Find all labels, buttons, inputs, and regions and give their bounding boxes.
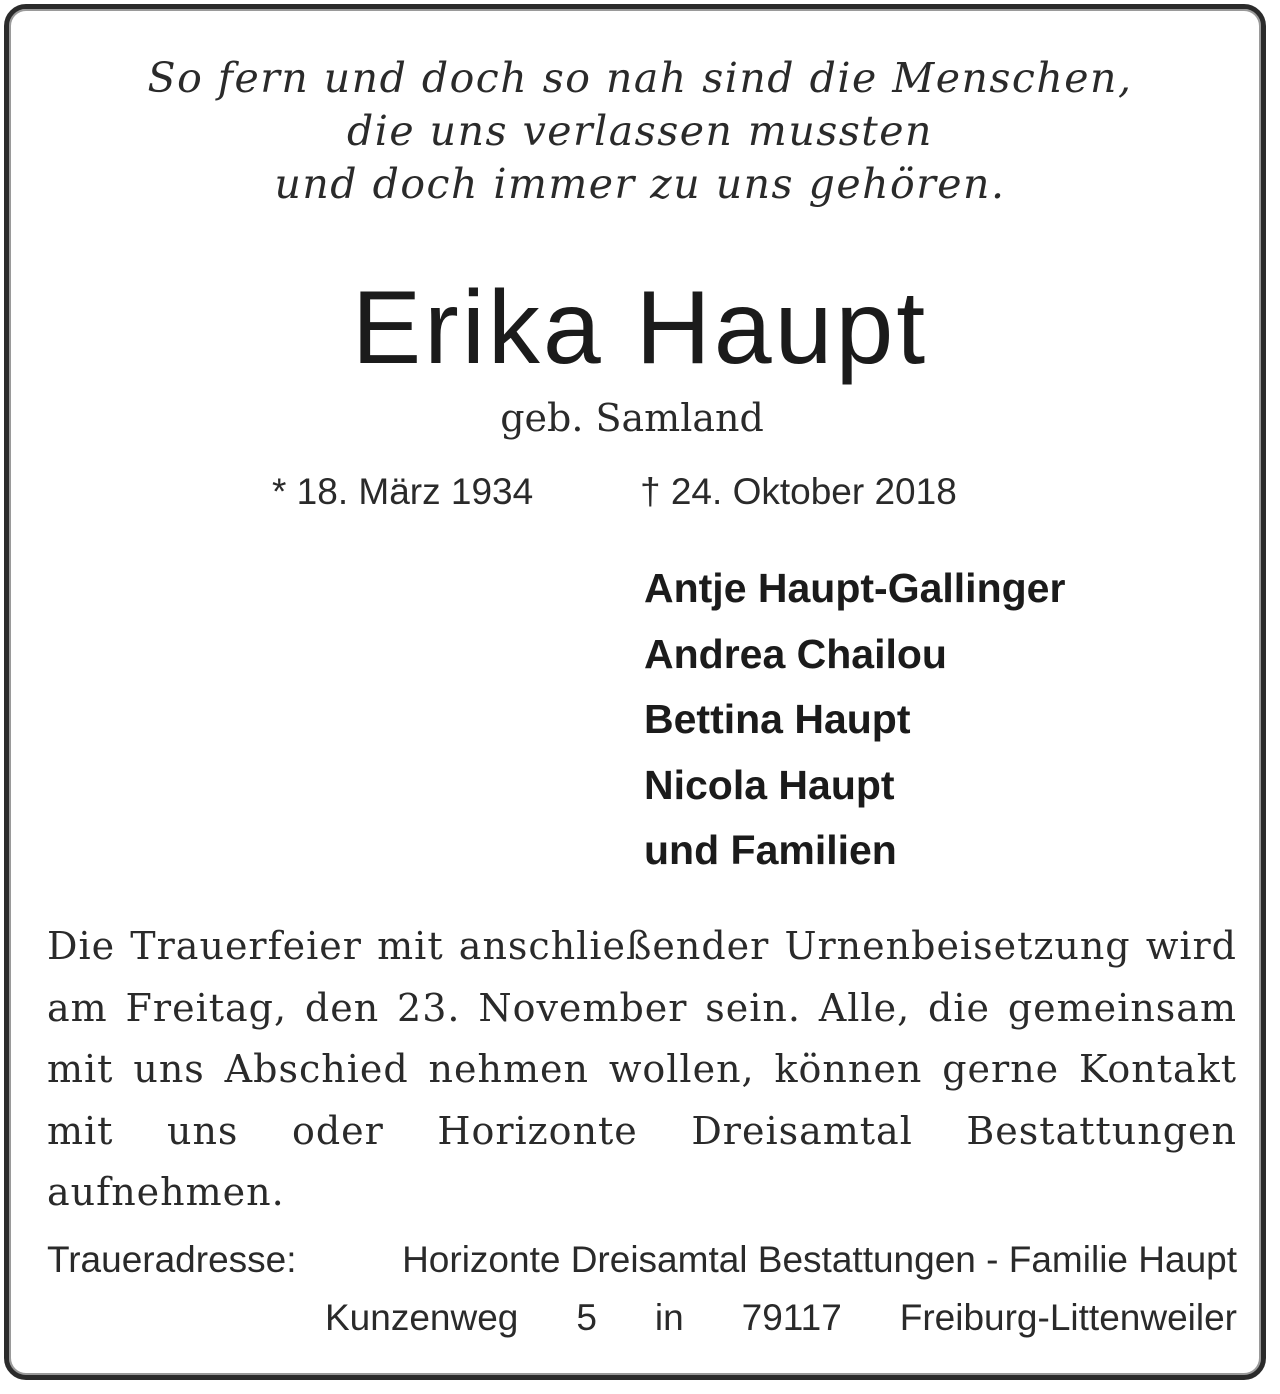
address-number: 5 (576, 1297, 597, 1338)
mourner-name: Bettina Haupt (644, 696, 911, 742)
maiden-name: geb. Samland (500, 396, 764, 440)
address-preposition: in (654, 1297, 684, 1338)
death-date: † 24. Oktober 2018 (640, 471, 957, 512)
mourner-name: Antje Haupt-Gallinger (644, 565, 1066, 611)
address-label: Traueradresse: (47, 1239, 297, 1280)
mourner-name: Nicola Haupt (644, 761, 895, 808)
address-zip: 79117 (741, 1297, 842, 1338)
deceased-name: Erika Haupt (351, 270, 929, 386)
motto-verse (0, 52, 1280, 211)
address-line-1: Horizonte Dreisamtal Bestattungen - Familie Haupt (402, 1239, 1237, 1280)
mourner-name: Andrea Chailou (644, 630, 947, 677)
address-street: Kunzenweg (325, 1297, 519, 1338)
mourners-list (644, 556, 1065, 884)
funeral-notice: Die Trauerfeier mit anschließender Urnenbeisetzung wird am Freitag, den 23. November sein. Alle, die gemeinsam mit uns Abschied nehmen wollen, können gerne Kontakt mit uns oder Horizonte Dreisamtal Bestattungen aufnehmen. (47, 924, 1237, 1214)
motto-line-3: und doch immer zu uns gehören. (274, 160, 1006, 208)
motto-line-1: So fern und doch so nah sind die Menschen, (147, 54, 1133, 102)
birth-date: * 18. März 1934 (272, 471, 534, 512)
address-city: Freiburg-Littenweiler (899, 1297, 1237, 1338)
address-line-2 (325, 1292, 1237, 1344)
motto-line-2: die uns verlassen mussten (347, 107, 933, 155)
mourner-name: und Familien (644, 827, 897, 873)
